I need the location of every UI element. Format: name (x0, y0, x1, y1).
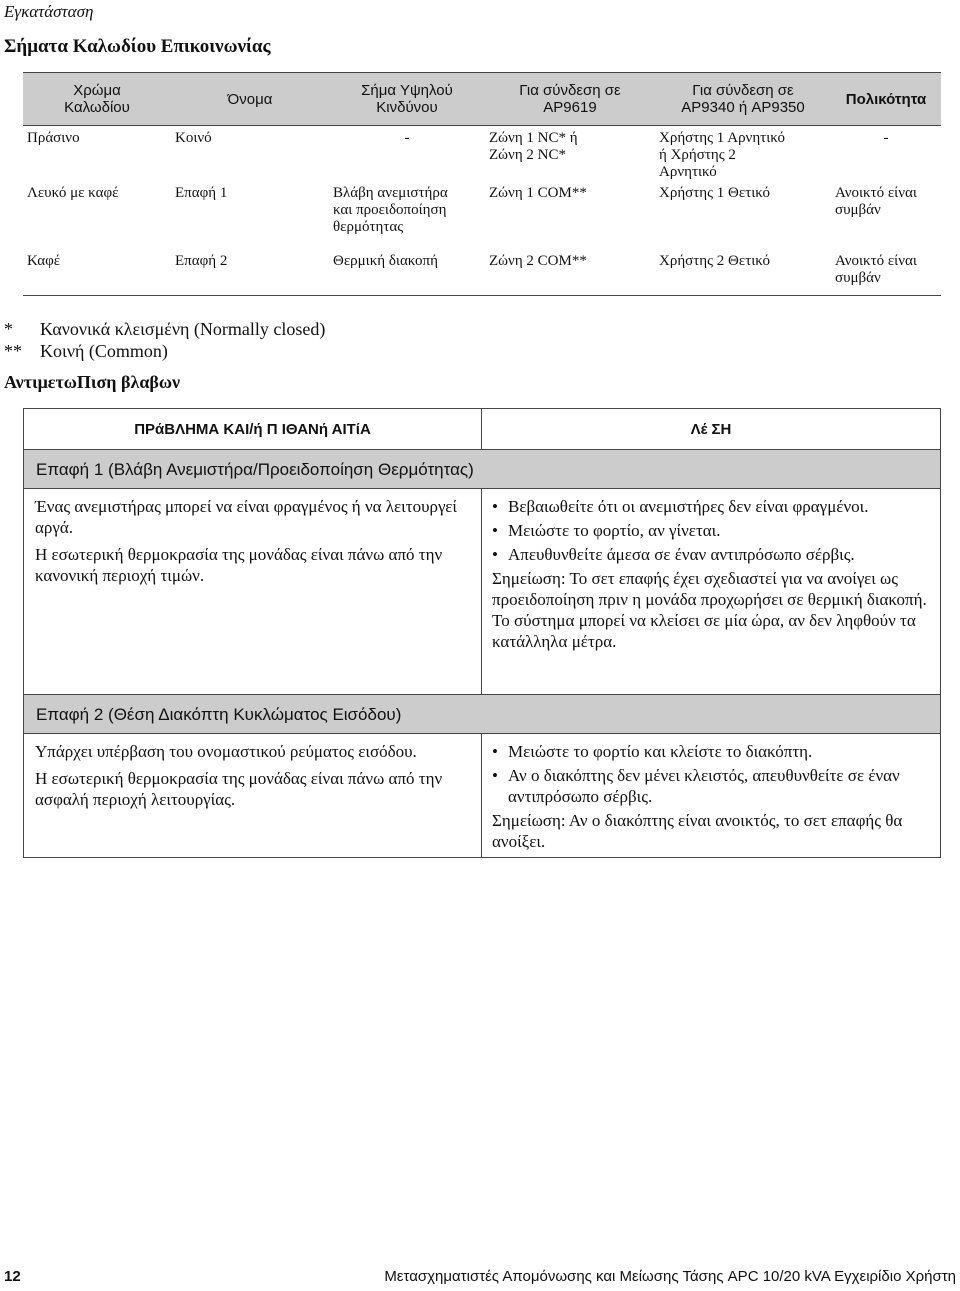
table-cell: Κοινό (175, 130, 212, 146)
solution-cell (482, 734, 940, 857)
problem-text: Υπάρχει υπέρβαση του ονομαστικού ρεύματος εισόδου. (35, 742, 417, 761)
column-header: Χρώμα Καλωδίου (23, 73, 171, 126)
list-item: • Βεβαιωθείτε ότι οι ανεμιστήρες δεν είναι φραγμένοι. (492, 496, 930, 517)
table-cell: Ανοικτό είναι συμβάν (835, 185, 917, 218)
problem-cell (24, 489, 482, 694)
table-row (23, 126, 941, 182)
section-label: Εγκατάσταση (4, 2, 94, 21)
cable-signals-table (23, 72, 941, 296)
table-cell: Ζώνη 1 NC* ή Ζώνη 2 NC* (489, 130, 578, 163)
table-header-row (24, 409, 940, 450)
table-row (23, 181, 941, 249)
problem-text: Ένας ανεμιστήρας μπορεί να είναι φραγμένος ή να λειτουργεί αργά. (35, 497, 457, 537)
list-item: • Μειώστε το φορτίο, αν γίνεται. (492, 520, 930, 541)
column-header: Για σύνδεση σε AP9340 ή AP9350 (655, 73, 831, 126)
solution-cell (482, 489, 940, 694)
problem-text: Η εσωτερική θερμοκρασία της μονάδας είναι πάνω από την ασφαλή περιοχή λειτουργίας. (35, 769, 443, 809)
problem-text: Η εσωτερική θερμοκρασία της μονάδας είναι πάνω από την κανονική περιοχή τιμών. (35, 545, 443, 585)
footnote-text: Κοινή (Common) (40, 341, 168, 361)
column-header: Σήμα Υψηλού Κινδύνου (329, 73, 485, 126)
table-cell: Πράσινο (27, 130, 80, 146)
troubleshooting-heading: ΑντιμετωΠιση βλαβων (4, 372, 181, 392)
list-item: • Αν ο διακόπτης δεν μένει κλειστός, απευθυνθείτε σε έναν αντιπρόσωπο σέρβις. (492, 765, 930, 807)
table-header-row (23, 73, 941, 126)
problem-cell (24, 734, 482, 857)
footnotes (4, 318, 325, 362)
table-cell: Βλάβη ανεμιστήρα και προειδοποίηση θερμότητας (333, 185, 448, 235)
page-number: 12 (4, 1268, 21, 1285)
column-header-problem: ΠΡάΒΛΗΜΑ ΚΑΙ/ή Π ΙΘΑΝή ΑΙΤίΑ (24, 409, 482, 449)
solution-list (492, 496, 930, 565)
footnote-symbol: * (4, 319, 13, 339)
table-cell: - (404, 130, 410, 146)
table-row (23, 249, 941, 296)
table-cell: Καφέ (23, 249, 171, 296)
table-cell: Λευκό με καφέ (27, 185, 119, 201)
table-cell: Χρήστης 1 Θετικό (659, 185, 770, 201)
footer-title: Μετασχηματιστές Απομόνωσης και Μείωσης Τάσης APC 10/20 kVA Εγχειρίδιο Χρήστη (384, 1268, 956, 1285)
troubleshooting-table (23, 408, 941, 858)
table-cell: Ζώνη 1 COM** (489, 185, 587, 201)
table-cell: Χρήστης 2 Θετικό (655, 249, 831, 296)
column-header: Για σύνδεση σε AP9619 (485, 73, 655, 126)
page-heading: Σήματα Καλωδίου Επικοινωνίας (4, 36, 271, 57)
footnote-text: Κανονικά κλεισμένη (Normally closed) (40, 319, 326, 339)
column-header: Όνομα (171, 73, 329, 126)
solution-list (492, 741, 930, 807)
table-row (24, 734, 940, 857)
table-cell: Επαφή 1 (175, 185, 228, 201)
table-cell: Θερμική διακοπή (329, 249, 485, 296)
column-header: Πολικότητα (831, 73, 941, 126)
table-cell: Ζώνη 2 COM** (485, 249, 655, 296)
table-row (24, 489, 940, 694)
footnote (4, 318, 325, 340)
footnote (4, 340, 325, 362)
table-cell: Επαφή 2 (171, 249, 329, 296)
table-cell: Ανοικτό είναι συμβάν (831, 249, 941, 296)
note-text: Σημείωση: Αν ο διακόπτης είναι ανοικτός, το σετ επαφής θα ανοίξει. (492, 811, 903, 851)
list-item: • Απευθυνθείτε άμεσα σε έναν αντιπρόσωπο σέρβις. (492, 544, 930, 565)
section-header: Επαφή 2 (Θέση Διακόπτη Κυκλώματος Εισόδου) (24, 694, 940, 734)
table-cell: - (883, 130, 889, 146)
list-item: • Μειώστε το φορτίο και κλείστε το διακόπτη. (492, 741, 930, 762)
note-text: Σημείωση: Το σετ επαφής έχει σχεδιαστεί για να ανοίγει ως προειδοποίηση πριν η μονάδα προχωρήσει σε θερμική διακοπή. Το σύστημα μπορεί να κλείσει σε μία ώρα, αν δεν ληφθούν τα κατάλληλα μέτρα. (492, 569, 927, 651)
footnote-symbol: ** (4, 341, 22, 361)
section-header: Επαφή 1 (Βλάβη Ανεμιστήρα/Προειδοποίηση Θερμότητας) (24, 449, 940, 489)
column-header-solution: Λέ ΣΗ (690, 420, 732, 438)
table-cell: Χρήστης 1 Αρνητικό ή Χρήστης 2 Αρνητικό (659, 130, 785, 180)
